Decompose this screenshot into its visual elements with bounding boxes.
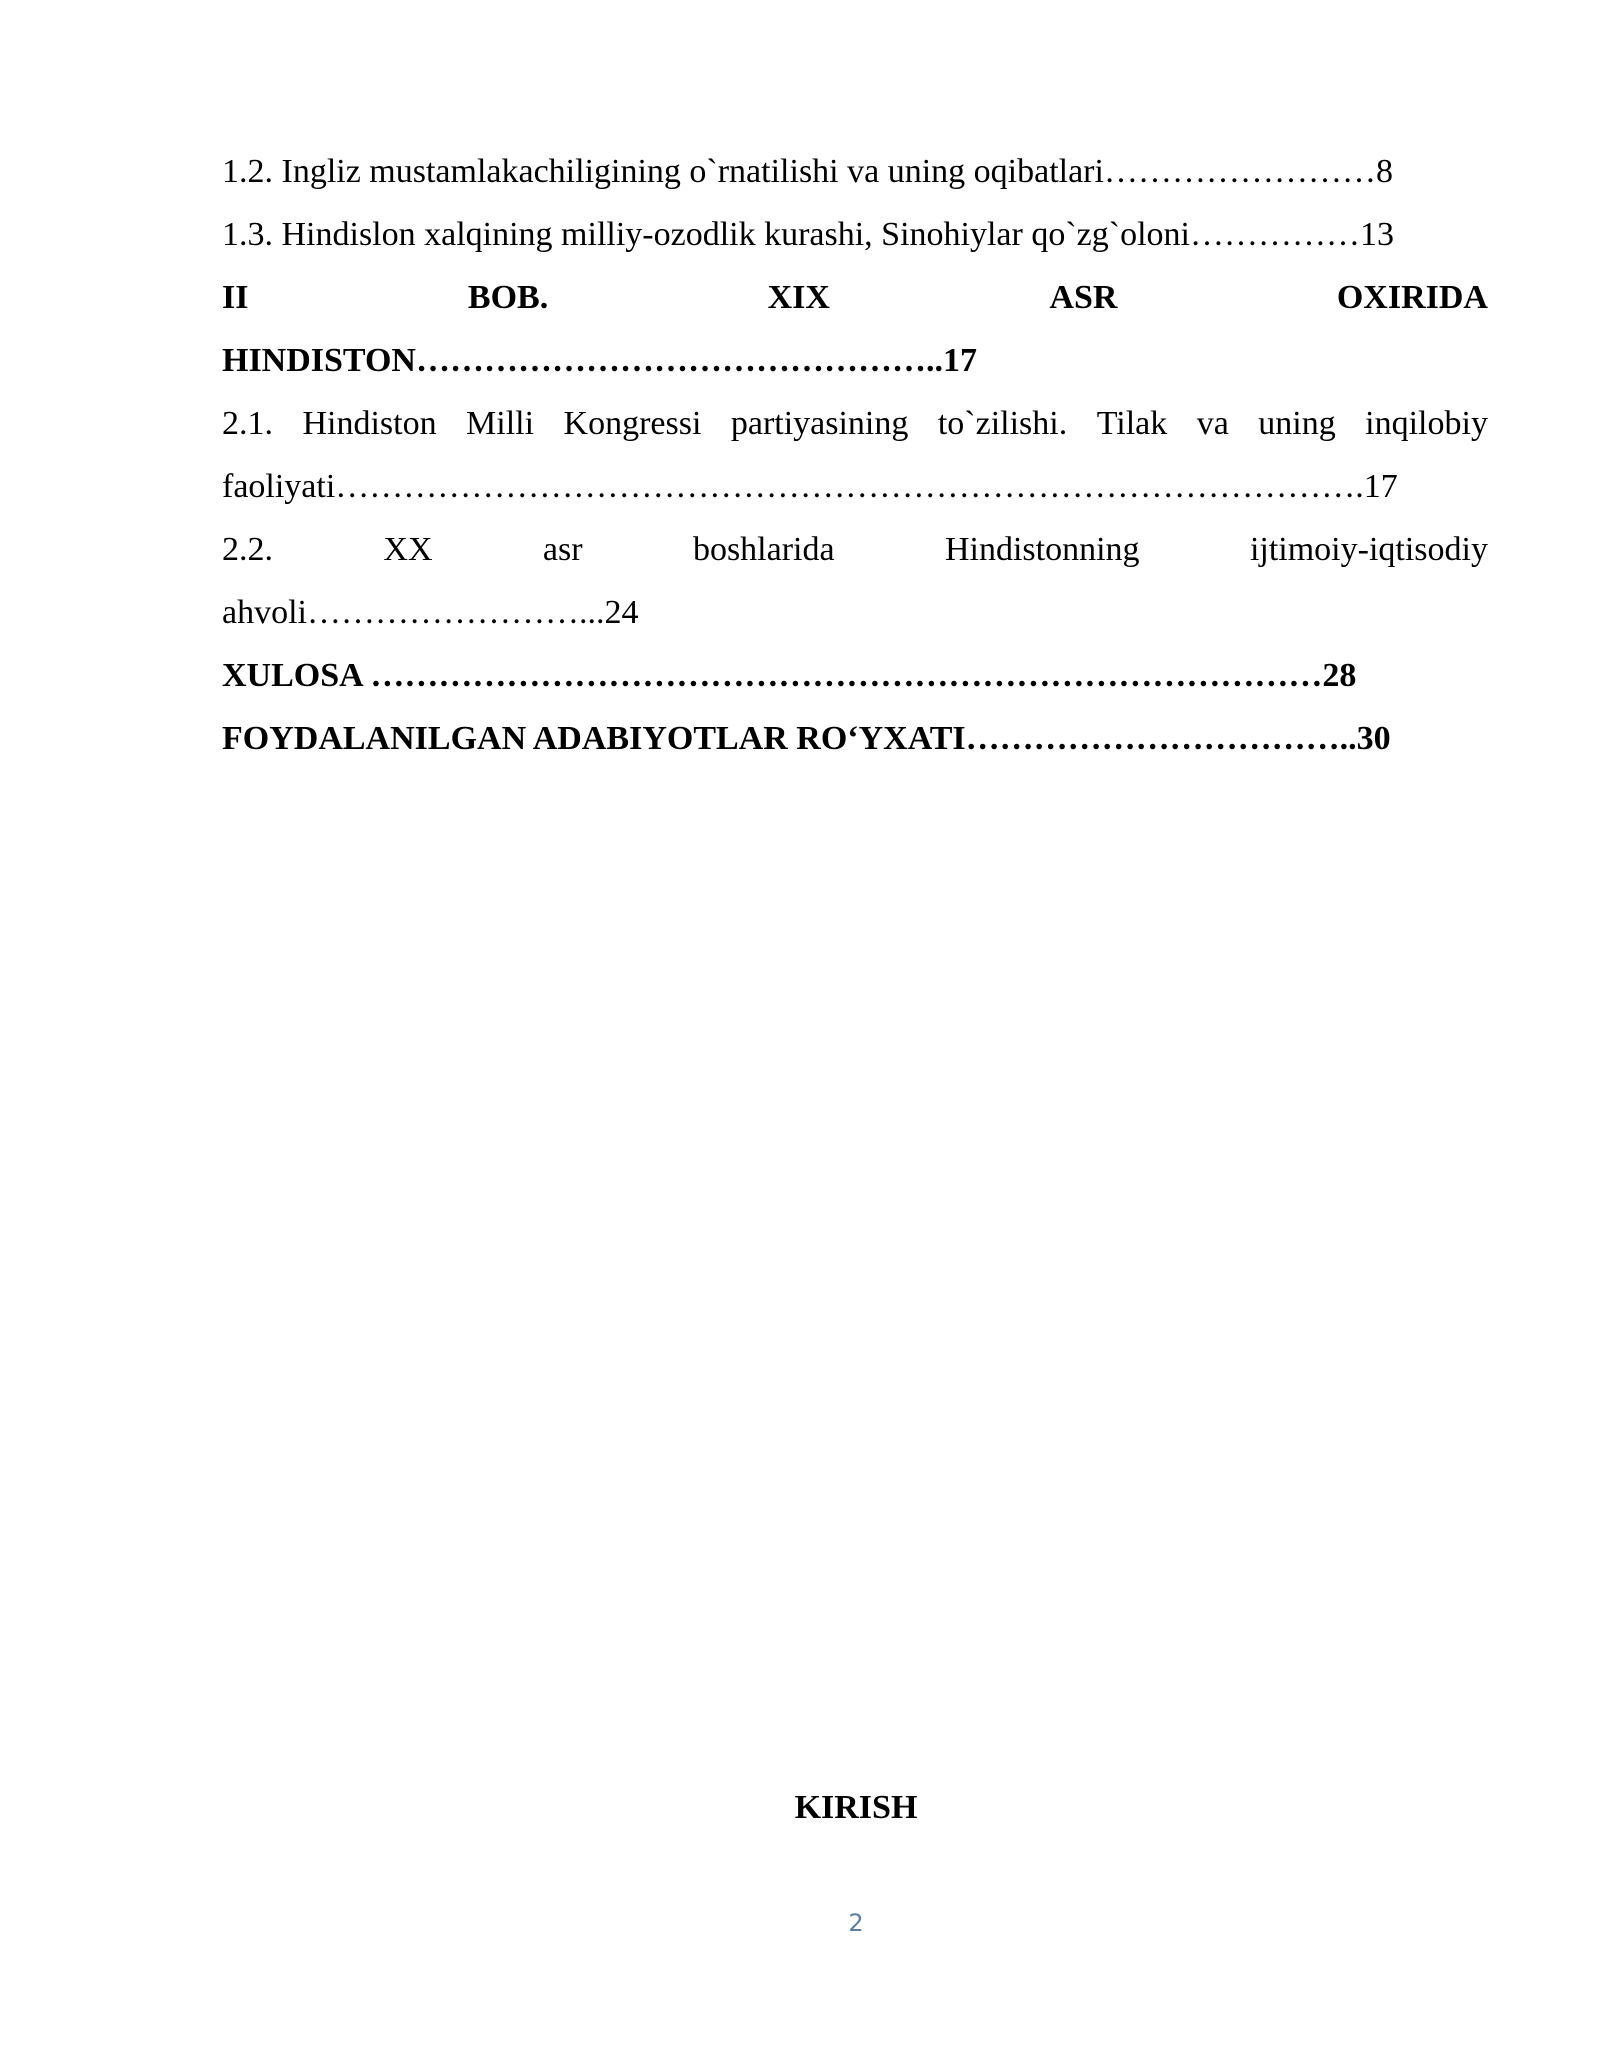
toc-word: boshlarida [692, 531, 835, 568]
toc-word: BOB. [467, 279, 549, 316]
table-of-contents [222, 140, 1488, 770]
section-heading-kirish: KIRISH [794, 1789, 918, 1826]
toc-word: II [222, 279, 249, 316]
toc-entry-2-2-cont: ahvoli……………………...24 [222, 594, 639, 631]
toc-word: va [1196, 405, 1229, 442]
toc-chapter-2-title [222, 266, 1488, 329]
page-number: 2 [848, 1909, 864, 1937]
toc-entry-2-1-cont: faoliyati……………………………………………………………………………….17 [222, 468, 1398, 505]
toc-word: uning [1258, 405, 1336, 442]
toc-word: 2.1. [222, 405, 273, 442]
toc-word: Hindistonning [944, 531, 1140, 568]
toc-word: Hindiston [302, 405, 437, 442]
toc-entry-xulosa: XULOSA …………………………………………………………………………28 [222, 657, 1357, 694]
toc-word: ijtimoiy-iqtisodiy [1249, 531, 1488, 568]
toc-word: XIX [767, 279, 830, 316]
toc-word: Milli [466, 405, 535, 442]
toc-word: partiyasining [730, 405, 909, 442]
toc-word: 2.2. [222, 531, 273, 568]
toc-word: Kongressi [563, 405, 702, 442]
toc-word: XX [383, 531, 433, 568]
toc-word: inqilobiy [1365, 405, 1488, 442]
toc-entry-2-1 [222, 392, 1488, 455]
toc-entry-2-2 [222, 518, 1488, 581]
toc-word: asr [542, 531, 583, 568]
toc-word: to`zilishi. [937, 405, 1068, 442]
toc-chapter-2-title-cont: HINDISTON………………………………………..17 [222, 342, 977, 379]
toc-word: Tilak [1096, 405, 1168, 442]
toc-word: OXIRIDA [1336, 279, 1488, 316]
toc-entry-1-2: 1.2. Ingliz mustamlakachiligining o`rnatilishi va uning oqibatlari……………………8 [222, 153, 1393, 190]
toc-entry-references: FOYDALANILGAN ADABIYOTLAR RO‘YXATI……………………………..30 [222, 720, 1391, 757]
toc-entry-1-3: 1.3. Hindislon xalqining milliy-ozodlik kurashi, Sinohiylar qo`zg`oloni……………13 [222, 216, 1394, 253]
toc-word: ASR [1049, 279, 1118, 316]
